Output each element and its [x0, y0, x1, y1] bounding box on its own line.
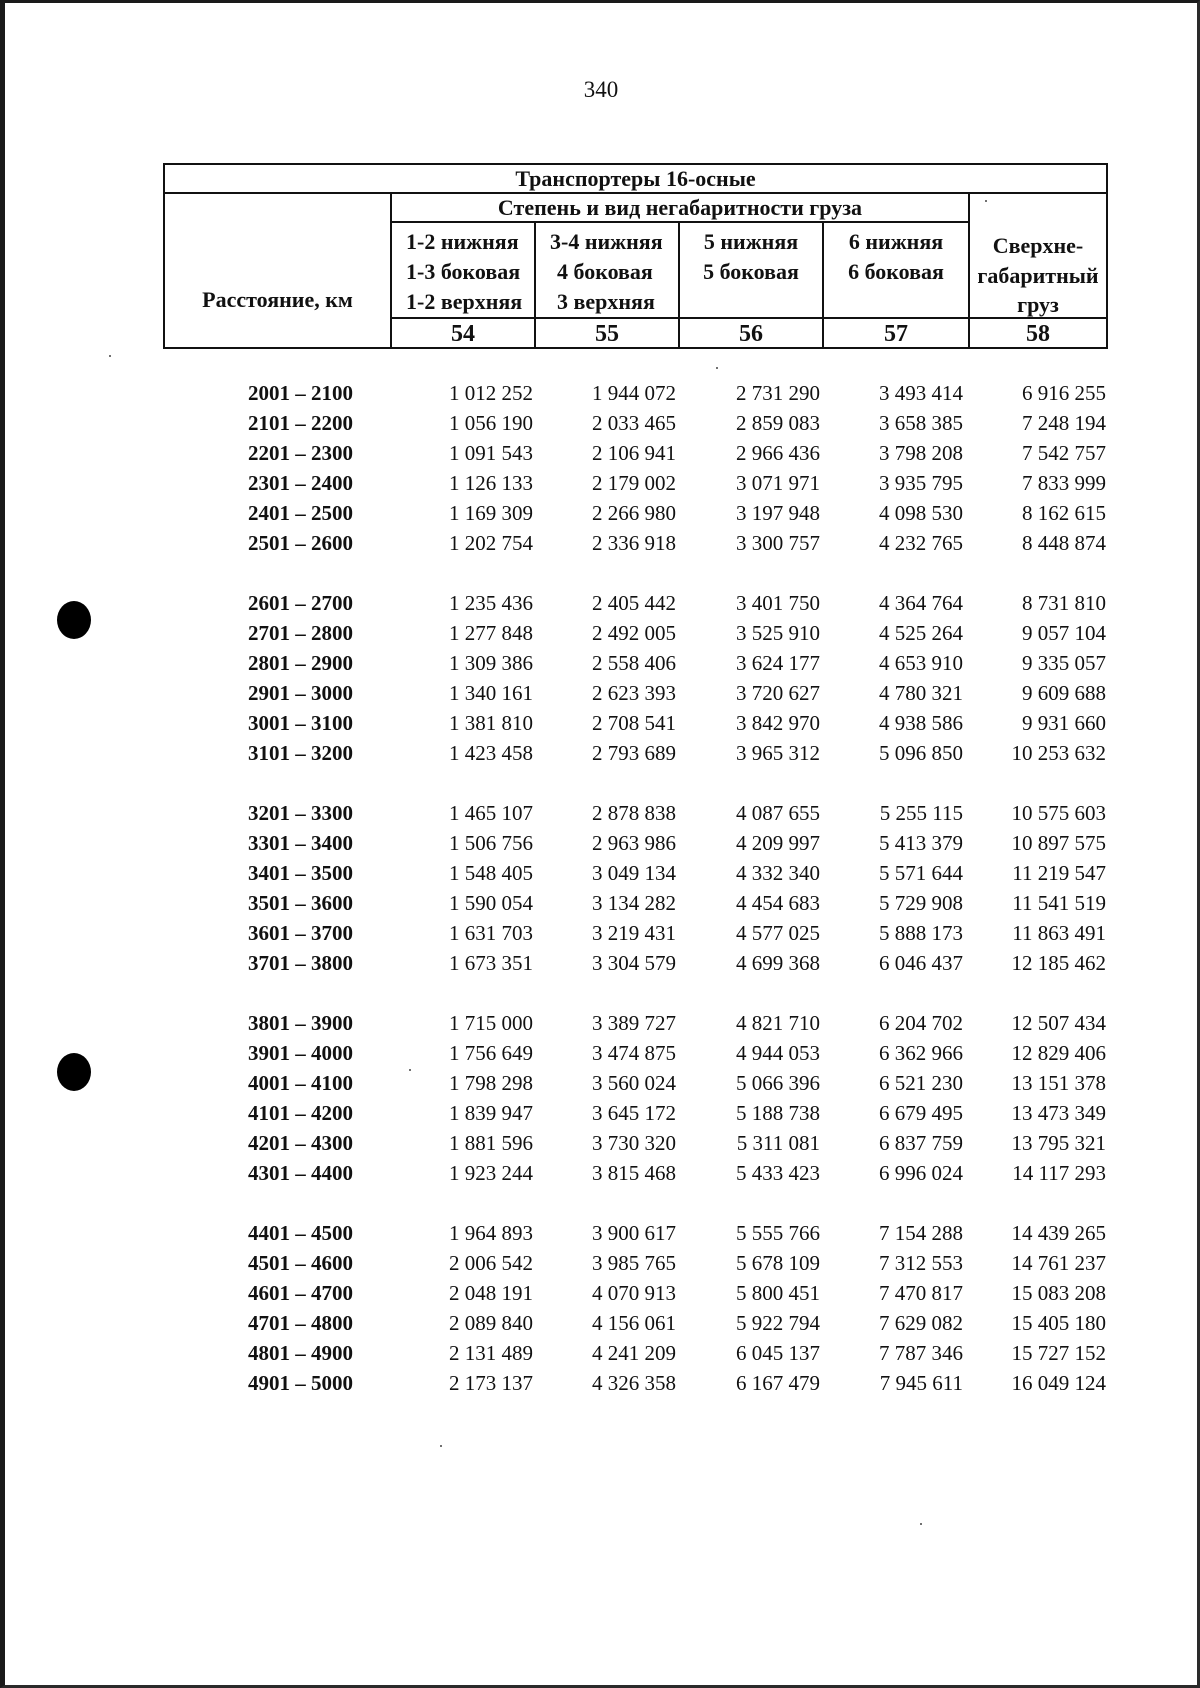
table-row — [5, 798, 1200, 828]
value-cell-col-55: 2 708 541 — [592, 711, 676, 735]
col-56-number: 56 — [739, 321, 763, 347]
value-cell-col-54: 1 798 298 — [449, 1071, 533, 1095]
distance-range-cell: 2301 – 2400 — [248, 471, 353, 495]
value-cell-col-58: 7 542 757 — [1022, 441, 1106, 465]
table-header — [163, 163, 1108, 349]
distance-range-cell: 2801 – 2900 — [248, 651, 353, 675]
distance-range-cell: 3401 – 3500 — [248, 861, 353, 885]
value-cell-col-54: 1 126 133 — [449, 471, 533, 495]
value-cell-col-58: 12 829 406 — [1011, 1041, 1106, 1065]
value-cell-col-58: 15 083 208 — [1011, 1281, 1106, 1305]
table-row — [5, 1128, 1200, 1158]
col-57-number: 57 — [884, 321, 908, 347]
value-cell-col-55: 3 985 765 — [592, 1251, 676, 1275]
distance-range-cell: 4301 – 4400 — [248, 1161, 353, 1185]
col-55-line-3: 3 верхняя — [557, 289, 655, 314]
col-55-number: 55 — [595, 321, 619, 347]
value-cell-col-58: 12 507 434 — [1011, 1011, 1106, 1035]
value-cell-col-54: 1 381 810 — [449, 711, 533, 735]
table-row — [5, 1008, 1200, 1038]
value-cell-col-57: 7 312 553 — [879, 1251, 963, 1275]
col-55-line-2: 4 боковая — [557, 259, 653, 284]
value-cell-col-57: 7 154 288 — [879, 1221, 963, 1245]
table-row — [5, 858, 1200, 888]
value-cell-col-57: 6 362 966 — [879, 1041, 963, 1065]
value-cell-col-56: 3 842 970 — [736, 711, 820, 735]
header-rule — [165, 192, 1106, 194]
value-cell-col-57: 5 096 850 — [879, 741, 963, 765]
value-cell-col-55: 3 645 172 — [592, 1101, 676, 1125]
value-cell-col-56: 6 045 137 — [736, 1341, 820, 1365]
value-cell-col-56: 5 188 738 — [736, 1101, 820, 1125]
value-cell-col-58: 6 916 255 — [1022, 381, 1106, 405]
value-cell-col-58: 9 931 660 — [1022, 711, 1106, 735]
table-row — [5, 1368, 1200, 1398]
scan-speck — [409, 1069, 411, 1071]
distance-range-cell: 2601 – 2700 — [248, 591, 353, 615]
value-cell-col-56: 4 454 683 — [736, 891, 820, 915]
distance-range-cell: 2401 – 2500 — [248, 501, 353, 525]
value-cell-col-58: 8 448 874 — [1022, 531, 1106, 555]
value-cell-col-54: 1 548 405 — [449, 861, 533, 885]
value-cell-col-55: 3 389 727 — [592, 1011, 676, 1035]
value-cell-col-56: 4 087 655 — [736, 801, 820, 825]
value-cell-col-54: 1 964 893 — [449, 1221, 533, 1245]
value-cell-col-55: 4 156 061 — [592, 1311, 676, 1335]
value-cell-col-57: 5 888 173 — [879, 921, 963, 945]
col-54-number: 54 — [451, 321, 475, 347]
table-row — [5, 948, 1200, 978]
value-cell-col-57: 6 679 495 — [879, 1101, 963, 1125]
value-cell-col-56: 5 678 109 — [736, 1251, 820, 1275]
value-cell-col-57: 3 798 208 — [879, 441, 963, 465]
scan-speck — [440, 1445, 442, 1447]
scan-speck — [985, 200, 987, 202]
value-cell-col-56: 5 433 423 — [736, 1161, 820, 1185]
table-row — [5, 1278, 1200, 1308]
value-cell-col-55: 3 304 579 — [592, 951, 676, 975]
value-cell-col-54: 1 340 161 — [449, 681, 533, 705]
value-cell-col-58: 11 219 547 — [1012, 861, 1106, 885]
table-row — [5, 588, 1200, 618]
value-cell-col-54: 1 839 947 — [449, 1101, 533, 1125]
value-cell-col-58: 16 049 124 — [1011, 1371, 1106, 1395]
distance-range-cell: 4501 – 4600 — [248, 1251, 353, 1275]
value-cell-col-57: 7 629 082 — [879, 1311, 963, 1335]
scan-speck — [716, 367, 718, 369]
value-cell-col-56: 4 332 340 — [736, 861, 820, 885]
value-cell-col-58: 8 162 615 — [1022, 501, 1106, 525]
value-cell-col-57: 4 098 530 — [879, 501, 963, 525]
value-cell-col-58: 9 609 688 — [1022, 681, 1106, 705]
value-cell-col-58: 10 253 632 — [1011, 741, 1106, 765]
value-cell-col-58: 11 863 491 — [1012, 921, 1106, 945]
value-cell-col-58: 14 117 293 — [1012, 1161, 1106, 1185]
col-57-line-1: 6 нижняя — [848, 229, 944, 254]
value-cell-col-54: 1 012 252 — [449, 381, 533, 405]
value-cell-col-55: 2 558 406 — [592, 651, 676, 675]
value-cell-col-56: 3 197 948 — [736, 501, 820, 525]
distance-range-cell: 4601 – 4700 — [248, 1281, 353, 1305]
value-cell-col-54: 1 091 543 — [449, 441, 533, 465]
value-cell-col-57: 3 493 414 — [879, 381, 963, 405]
distance-range-cell: 4401 – 4500 — [248, 1221, 353, 1245]
value-cell-col-57: 6 204 702 — [879, 1011, 963, 1035]
value-cell-col-55: 3 219 431 — [592, 921, 676, 945]
value-cell-col-54: 2 173 137 — [449, 1371, 533, 1395]
col-56-line-2: 5 боковая — [703, 259, 799, 284]
distance-range-cell: 3701 – 3800 — [248, 951, 353, 975]
value-cell-col-55: 3 560 024 — [592, 1071, 676, 1095]
value-cell-col-58: 14 761 237 — [1011, 1251, 1106, 1275]
value-cell-col-56: 3 401 750 — [736, 591, 820, 615]
value-cell-col-55: 4 326 358 — [592, 1371, 676, 1395]
col-58-number: 58 — [1026, 321, 1050, 347]
value-cell-col-56: 4 821 710 — [736, 1011, 820, 1035]
value-cell-col-57: 6 837 759 — [879, 1131, 963, 1155]
table-row — [5, 1308, 1200, 1338]
value-cell-col-58: 9 057 104 — [1022, 621, 1106, 645]
value-cell-col-55: 2 266 980 — [592, 501, 676, 525]
value-cell-col-56: 2 731 290 — [736, 381, 820, 405]
value-cell-col-57: 4 780 321 — [879, 681, 963, 705]
value-cell-col-58: 13 473 349 — [1011, 1101, 1106, 1125]
value-cell-col-54: 1 277 848 — [449, 621, 533, 645]
value-cell-col-57: 5 255 115 — [879, 801, 963, 825]
distance-range-cell: 2501 – 2600 — [248, 531, 353, 555]
distance-range-cell: 3901 – 4000 — [248, 1041, 353, 1065]
value-cell-col-56: 3 624 177 — [736, 651, 820, 675]
table-row — [5, 708, 1200, 738]
table-subtitle: Степень и вид негабаритности груза — [497, 195, 863, 220]
value-cell-col-57: 7 945 611 — [879, 1371, 963, 1395]
distance-range-cell: 3801 – 3900 — [248, 1011, 353, 1035]
value-cell-col-54: 1 169 309 — [449, 501, 533, 525]
value-cell-col-58: 15 405 180 — [1011, 1311, 1106, 1335]
value-cell-col-57: 5 729 908 — [879, 891, 963, 915]
value-cell-col-55: 2 878 838 — [592, 801, 676, 825]
table-row — [5, 678, 1200, 708]
value-cell-col-54: 1 506 756 — [449, 831, 533, 855]
value-cell-col-56: 5 311 081 — [736, 1131, 820, 1155]
value-cell-col-55: 3 134 282 — [592, 891, 676, 915]
value-cell-col-57: 4 364 764 — [879, 591, 963, 615]
value-cell-col-58: 10 575 603 — [1011, 801, 1106, 825]
value-cell-col-57: 3 658 385 — [879, 411, 963, 435]
value-cell-col-56: 2 966 436 — [736, 441, 820, 465]
distance-range-cell: 3001 – 3100 — [248, 711, 353, 735]
value-cell-col-58: 9 335 057 — [1022, 651, 1106, 675]
value-cell-col-58: 13 795 321 — [1011, 1131, 1106, 1155]
col-54-line-1: 1-2 нижняя — [406, 229, 519, 254]
page-number: 340 — [583, 77, 619, 102]
table-row — [5, 918, 1200, 948]
value-cell-col-57: 7 787 346 — [879, 1341, 963, 1365]
punch-hole — [57, 601, 91, 639]
value-cell-col-54: 1 590 054 — [449, 891, 533, 915]
value-cell-col-55: 2 106 941 — [592, 441, 676, 465]
value-cell-col-55: 2 623 393 — [592, 681, 676, 705]
value-cell-col-54: 1 235 436 — [449, 591, 533, 615]
value-cell-col-55: 3 049 134 — [592, 861, 676, 885]
table-row — [5, 438, 1200, 468]
table-row — [5, 1038, 1200, 1068]
distance-range-cell: 2701 – 2800 — [248, 621, 353, 645]
value-cell-col-54: 1 056 190 — [449, 411, 533, 435]
value-cell-col-55: 4 241 209 — [592, 1341, 676, 1365]
distance-range-cell: 4101 – 4200 — [248, 1101, 353, 1125]
value-cell-col-56: 4 944 053 — [736, 1041, 820, 1065]
distance-range-cell: 4801 – 4900 — [248, 1341, 353, 1365]
value-cell-col-58: 11 541 519 — [1012, 891, 1106, 915]
table-row — [5, 1338, 1200, 1368]
col-56-line-1: 5 нижняя — [703, 229, 799, 254]
distance-range-cell: 4701 – 4800 — [248, 1311, 353, 1335]
value-cell-col-58: 7 248 194 — [1022, 411, 1106, 435]
table-row — [5, 618, 1200, 648]
value-cell-col-58: 15 727 152 — [1011, 1341, 1106, 1365]
value-cell-col-54: 2 089 840 — [449, 1311, 533, 1335]
col-58-line-3: груз — [1017, 292, 1059, 317]
value-cell-col-56: 3 720 627 — [736, 681, 820, 705]
table-row — [5, 648, 1200, 678]
table-row — [5, 408, 1200, 438]
distance-range-cell: 4201 – 4300 — [248, 1131, 353, 1155]
value-cell-col-57: 7 470 817 — [879, 1281, 963, 1305]
value-cell-col-54: 1 631 703 — [449, 921, 533, 945]
value-cell-col-54: 1 465 107 — [449, 801, 533, 825]
value-cell-col-58: 8 731 810 — [1022, 591, 1106, 615]
punch-hole — [57, 1053, 91, 1091]
value-cell-col-57: 6 521 230 — [879, 1071, 963, 1095]
value-cell-col-54: 1 202 754 — [449, 531, 533, 555]
table-row — [5, 1218, 1200, 1248]
distance-column-header: Расстояние, км — [202, 287, 353, 312]
header-rule — [390, 221, 970, 223]
value-cell-col-55: 3 815 468 — [592, 1161, 676, 1185]
value-cell-col-55: 2 492 005 — [592, 621, 676, 645]
value-cell-col-56: 3 300 757 — [736, 531, 820, 555]
value-cell-col-57: 4 653 910 — [879, 651, 963, 675]
value-cell-col-55: 2 033 465 — [592, 411, 676, 435]
distance-range-cell: 3201 – 3300 — [248, 801, 353, 825]
value-cell-col-55: 3 474 875 — [592, 1041, 676, 1065]
value-cell-col-57: 4 525 264 — [879, 621, 963, 645]
value-cell-col-55: 3 900 617 — [592, 1221, 676, 1245]
table-row — [5, 1158, 1200, 1188]
value-cell-col-55: 2 405 442 — [592, 591, 676, 615]
value-cell-col-55: 1 944 072 — [592, 381, 676, 405]
value-cell-col-57: 5 571 644 — [879, 861, 963, 885]
value-cell-col-56: 3 965 312 — [736, 741, 820, 765]
value-cell-col-54: 1 715 000 — [449, 1011, 533, 1035]
distance-range-cell: 4901 – 5000 — [248, 1371, 353, 1395]
value-cell-col-57: 6 996 024 — [879, 1161, 963, 1185]
value-cell-col-55: 2 336 918 — [592, 531, 676, 555]
value-cell-col-54: 1 673 351 — [449, 951, 533, 975]
value-cell-col-54: 1 309 386 — [449, 651, 533, 675]
distance-range-cell: 3601 – 3700 — [248, 921, 353, 945]
scan-speck — [920, 1523, 922, 1525]
value-cell-col-57: 4 232 765 — [879, 531, 963, 555]
table-row — [5, 468, 1200, 498]
value-cell-col-56: 6 167 479 — [736, 1371, 820, 1395]
value-cell-col-55: 3 730 320 — [592, 1131, 676, 1155]
value-cell-col-57: 6 046 437 — [879, 951, 963, 975]
value-cell-col-58: 13 151 378 — [1011, 1071, 1106, 1095]
table-row — [5, 1068, 1200, 1098]
distance-range-cell: 2101 – 2200 — [248, 411, 353, 435]
value-cell-col-56: 4 209 997 — [736, 831, 820, 855]
table-row — [5, 498, 1200, 528]
value-cell-col-56: 2 859 083 — [736, 411, 820, 435]
col-58-line-1: Сверхне- — [992, 233, 1084, 258]
value-cell-col-58: 14 439 265 — [1011, 1221, 1106, 1245]
value-cell-col-54: 1 881 596 — [449, 1131, 533, 1155]
table-row — [5, 738, 1200, 768]
col-54-line-3: 1-2 верхняя — [406, 289, 523, 314]
distance-range-cell: 4001 – 4100 — [248, 1071, 353, 1095]
col-55-line-1: 3-4 нижняя — [550, 229, 663, 254]
distance-range-cell: 2901 – 3000 — [248, 681, 353, 705]
value-cell-col-54: 2 048 191 — [449, 1281, 533, 1305]
distance-range-cell: 3101 – 3200 — [248, 741, 353, 765]
table-row — [5, 888, 1200, 918]
value-cell-col-55: 2 179 002 — [592, 471, 676, 495]
value-cell-col-55: 2 793 689 — [592, 741, 676, 765]
header-rule — [390, 317, 1106, 319]
value-cell-col-57: 5 413 379 — [879, 831, 963, 855]
value-cell-col-56: 5 555 766 — [736, 1221, 820, 1245]
scan-speck — [109, 355, 111, 357]
value-cell-col-54: 1 756 649 — [449, 1041, 533, 1065]
value-cell-col-58: 7 833 999 — [1022, 471, 1106, 495]
value-cell-col-56: 4 577 025 — [736, 921, 820, 945]
table-row — [5, 828, 1200, 858]
value-cell-col-56: 5 922 794 — [736, 1311, 820, 1335]
distance-range-cell: 2001 – 2100 — [248, 381, 353, 405]
value-cell-col-54: 2 006 542 — [449, 1251, 533, 1275]
value-cell-col-58: 12 185 462 — [1011, 951, 1106, 975]
value-cell-col-58: 10 897 575 — [1011, 831, 1106, 855]
value-cell-col-55: 4 070 913 — [592, 1281, 676, 1305]
value-cell-col-57: 3 935 795 — [879, 471, 963, 495]
table-row — [5, 528, 1200, 558]
distance-range-cell: 2201 – 2300 — [248, 441, 353, 465]
col-54-line-2: 1-3 боковая — [406, 259, 521, 284]
value-cell-col-54: 2 131 489 — [449, 1341, 533, 1365]
col-57-line-2: 6 боковая — [848, 259, 944, 284]
value-cell-col-54: 1 923 244 — [449, 1161, 533, 1185]
table-title: Транспортеры 16-осные — [515, 166, 756, 191]
value-cell-col-55: 2 963 986 — [592, 831, 676, 855]
value-cell-col-56: 5 800 451 — [736, 1281, 820, 1305]
table-row — [5, 378, 1200, 408]
value-cell-col-54: 1 423 458 — [449, 741, 533, 765]
col-58-line-2: габаритный — [977, 263, 1099, 288]
distance-range-cell: 3301 – 3400 — [248, 831, 353, 855]
distance-range-cell: 3501 – 3600 — [248, 891, 353, 915]
value-cell-col-56: 3 525 910 — [736, 621, 820, 645]
table-row — [5, 1098, 1200, 1128]
value-cell-col-56: 3 071 971 — [736, 471, 820, 495]
value-cell-col-56: 4 699 368 — [736, 951, 820, 975]
value-cell-col-57: 4 938 586 — [879, 711, 963, 735]
value-cell-col-56: 5 066 396 — [736, 1071, 820, 1095]
table-row — [5, 1248, 1200, 1278]
